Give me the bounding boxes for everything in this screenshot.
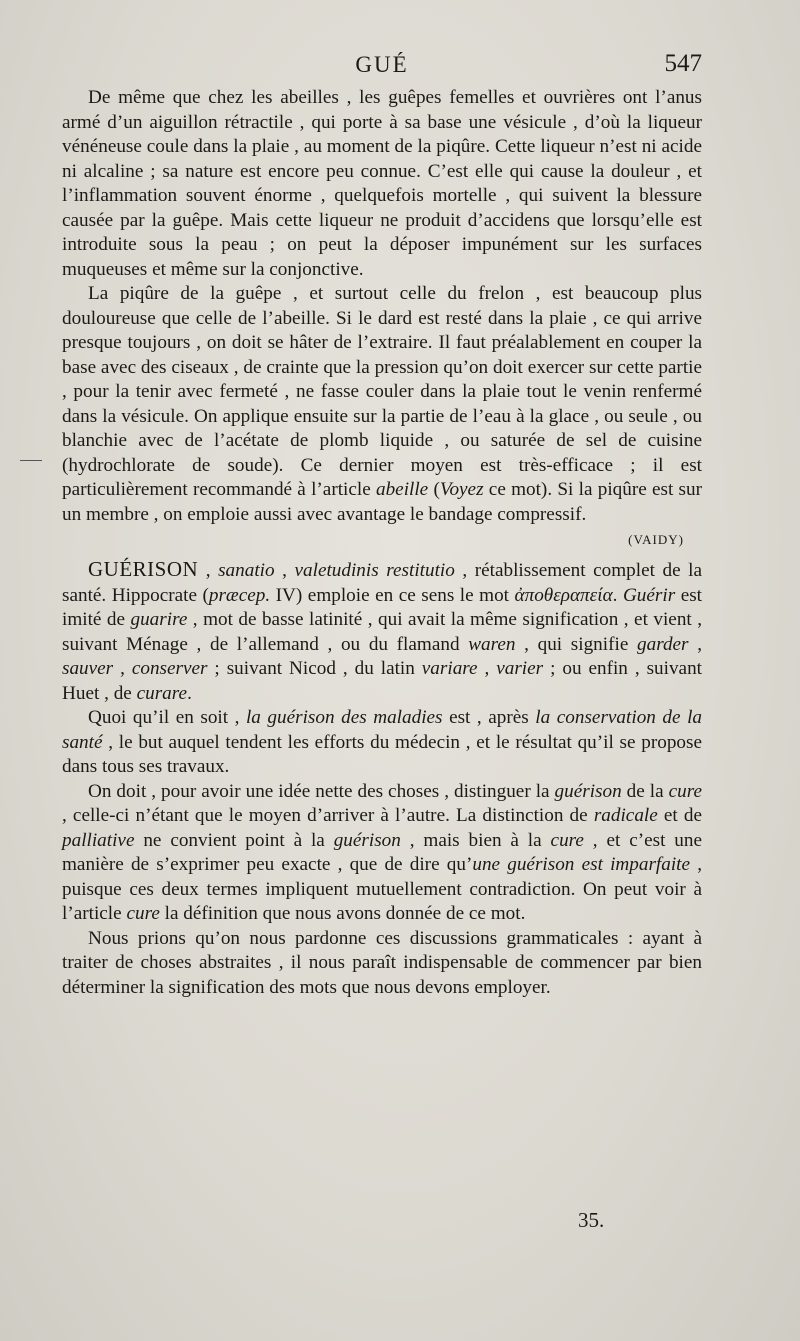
page-header bbox=[62, 52, 702, 84]
text-run: , qui signifie bbox=[515, 633, 637, 655]
text-run: , bbox=[688, 633, 702, 655]
italic-term: guérison bbox=[333, 829, 401, 851]
text-run: La piqûre de la guêpe , et surtout celle du frelon , est beaucoup plus douloureuse que celle de l’abeille. Si le dard est resté dans la plaie , ce qui arrive presque toujours , on doit se hâter de l’extraire. Il faut préalablement en couper la base avec des ciseaux , de crainte que la pression qu’on doit exercer sur cette partie , pour la tenir avec fermeté , ne fasse couler dans la plaie tout le venin renfermé dans la vésicule. On applique ensuite sur la partie de l’eau à la glace , ou seule , ou blanchie avec de l’acétate de plomb liquide , ou saturée de sel de cuisine (hydrochlorate de soude). Ce dernier moyen est très-efficace ; il est particulièrement recommandé à l’article bbox=[62, 283, 702, 500]
text-run: et de bbox=[657, 805, 702, 826]
text-run: , le but auquel tendent les efforts du médecin , et le résultat qu’il se propose dans tous ses travaux. bbox=[62, 731, 702, 777]
text-run: , et c’est une manière de s’exprimer peu exacte , que de dire qu’ bbox=[62, 829, 702, 875]
italic-term: la guérison des maladies bbox=[245, 707, 443, 728]
italic-term: curare bbox=[136, 682, 188, 704]
italic-term: conserver bbox=[131, 658, 208, 679]
text-run: est , après bbox=[442, 707, 536, 728]
italic-term: cure bbox=[668, 780, 702, 802]
entry-guerison bbox=[62, 557, 702, 706]
text-run: la définition que nous avons donnée de ce mot. bbox=[159, 903, 526, 924]
paragraph-1: De même que chez les abeilles , les guêpes femelles et ouvrières ont l’anus armé d’un aiguillon rétractile , qui porte à sa base une vésicule , d’où la liqueur vénéneuse coule dans la plaie , au moment de la piqûre. Cette liqueur n’est ni acide ni alcaline ; sa nature est encore peu connue. C’est elle qui cause la douleur , et l’inflammation souvent énorme , quelquefois mortelle , qui suivent la blessure causée par la guêpe. Mais cette liqueur ne produit d’accidens que lorsqu’elle est introduite sous la peau ; on peut la déposer impunément sur les surfaces muqueuses et même sur la conjonctive. bbox=[62, 87, 702, 280]
italic-term: radicale bbox=[593, 805, 658, 826]
text-run: On doit , pour avoir une idée nette des choses , distinguer la bbox=[88, 780, 555, 802]
italic-term: la conservation de la santé bbox=[62, 707, 702, 753]
page-number: 547 bbox=[664, 50, 702, 77]
italic-term: sanatio bbox=[218, 560, 275, 581]
paragraph-6: Nous prions qu’on nous pardonne ces discussions grammaticales : ayant à traiter de choses abstraites , il nous paraît indispensable de commencer par bien déterminer la signification des mots que nous devons employer. bbox=[62, 927, 702, 998]
italic-term: abeille bbox=[375, 479, 429, 500]
italic-term: variare bbox=[421, 658, 478, 679]
text-run: ; ou enfin , suivant Huet , de bbox=[62, 658, 702, 704]
italic-term: palliative bbox=[62, 829, 135, 851]
italic-term: varier bbox=[496, 658, 544, 679]
italic-term: Guérir bbox=[622, 584, 676, 606]
text-run: . bbox=[612, 584, 623, 606]
italic-term: waren bbox=[468, 633, 516, 655]
text-run: ce mot). Si la piqûre est sur un membre , on emploie aussi avec avantage le bandage compressif. bbox=[62, 479, 703, 525]
italic-term: guérison bbox=[554, 780, 622, 802]
text-run: , bbox=[198, 560, 219, 581]
body-text bbox=[62, 86, 702, 1000]
margin-mark bbox=[20, 460, 42, 461]
text-run: , rétablissement complet de la santé. Hippocrate ( bbox=[62, 560, 703, 606]
paragraph-2 bbox=[62, 282, 702, 527]
text-run: IV) emploie en ce sens le mot bbox=[270, 584, 515, 606]
author-signature: (VAIDY) bbox=[628, 532, 684, 547]
text-run: ( bbox=[428, 479, 440, 500]
italic-term: Voyez bbox=[439, 479, 484, 500]
signature-mark: 35. bbox=[578, 1208, 605, 1232]
running-head: GUÉ bbox=[355, 52, 409, 77]
paragraph-4 bbox=[62, 706, 702, 780]
text-run: , bbox=[477, 658, 497, 679]
text-run: Quoi qu’il en soit , bbox=[88, 707, 246, 728]
italic-term: sauver bbox=[62, 658, 114, 679]
text-run: ne convient point à la bbox=[134, 829, 334, 851]
italic-term: cure bbox=[126, 903, 160, 924]
text-run: est imité de bbox=[62, 584, 703, 630]
italic-term: une guérison est imparfaite bbox=[472, 854, 691, 875]
text-run: , bbox=[113, 658, 132, 679]
headword: GUÉRISON bbox=[88, 557, 199, 581]
italic-term: garder bbox=[637, 633, 689, 655]
italic-term: valetudinis restitutio bbox=[294, 560, 455, 581]
text-run: , puisque ces deux termes impliquent mutuellement contradiction. On peut voir à l’article bbox=[62, 854, 703, 924]
italic-term: cure bbox=[550, 829, 584, 851]
text-run: , mot de basse latinité , qui avait la même signification , et vient , suivant Ménage , de l’allemand , ou du flamand bbox=[62, 609, 703, 655]
paragraph-5 bbox=[62, 780, 702, 927]
text-run: . bbox=[187, 682, 192, 704]
greek-word: ἀποθεραπεία bbox=[514, 584, 613, 606]
text-run: ; suivant Nicod , du latin bbox=[207, 658, 422, 679]
italic-term: guarire bbox=[130, 609, 188, 630]
text-run: , bbox=[274, 560, 295, 581]
text-run: de la bbox=[621, 780, 669, 802]
text-run: , celle-ci n’étant que le moyen d’arriver à l’autre. La distinction de bbox=[62, 805, 594, 826]
text-run: , mais bien à la bbox=[400, 829, 551, 851]
italic-term: præcep. bbox=[208, 584, 271, 606]
